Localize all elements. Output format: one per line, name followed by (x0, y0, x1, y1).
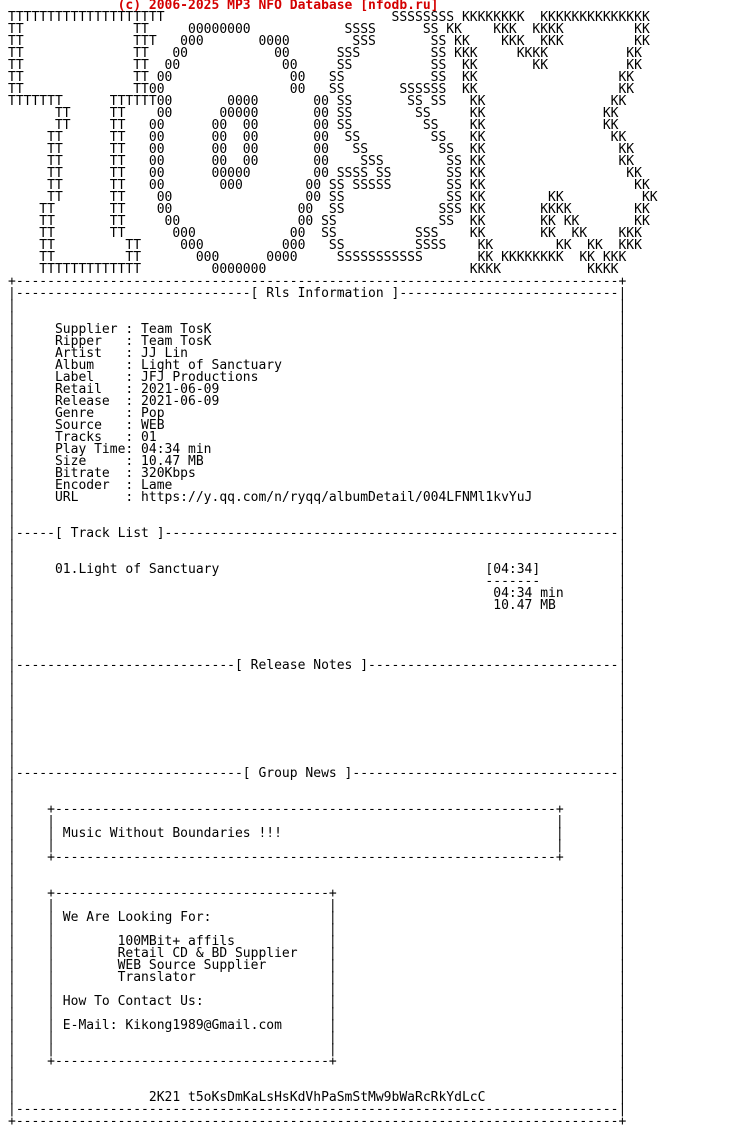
nfo-line: | | (8, 742, 627, 757)
nfo-line: | | (8, 310, 627, 325)
nfo-line: | +----------------------------------------------------------------+ | (8, 802, 627, 817)
nfo-line: | | (8, 298, 627, 313)
nfo-line: |------------------------------[ Rls Information ]----------------------------| (8, 286, 627, 301)
nfo-line: |-----[ Track List ]----------------------------------------------------------| (8, 526, 627, 541)
nfo-line: | +----------------------------------------------------------------+ | (8, 850, 627, 865)
nfo-line: | | (8, 502, 627, 517)
nfo-line: | | WEB Source Supplier | | (8, 958, 627, 973)
nfo-line: | | (8, 718, 627, 733)
nfo-line: | URL : https://y.qq.com/n/ryqq/albumDetail/004LFNMl1kvYuJ | (8, 490, 627, 505)
nfo-line: | Ripper : Team TosK | (8, 334, 627, 349)
nfo-line: | +-----------------------------------+ | (8, 886, 627, 901)
nfo-line: | | Translator | | (8, 970, 627, 985)
nfo-line: | | (8, 1078, 627, 1093)
nfo-line: | | (8, 694, 627, 709)
nfo-line: | | (8, 778, 627, 793)
nfo-line: TT TT 00 00 SS SS KK KK (8, 70, 635, 85)
nfo-line: TT TT 00 00 00 00 SS SS KK KK (8, 142, 635, 157)
nfo-line: TTTTTTTTTTTTTTTTTTTT SSSSSSSS KKKKKKKK KKKKKKKKKKKKKK (8, 10, 650, 25)
nfo-line: | 04:34 min | (8, 586, 627, 601)
nfo-line: | Tracks : 01 | (8, 430, 627, 445)
nfo-line: | | (8, 790, 627, 805)
nfo-line: TT TTT 000 0000 SSS SS KK KKK KKK KK (8, 34, 650, 49)
nfo-line: | | | | (8, 982, 627, 997)
nfo-line: | | | | (8, 898, 627, 913)
nfo-line: TT TT 000 00 SS SSS KK KK KK KKK (8, 226, 642, 241)
nfo-line: | | (8, 646, 627, 661)
nfo-line: | Bitrate : 320Kbps | (8, 466, 627, 481)
nfo-line: TT TT 00 00 00 00 SSS SS KK KK (8, 154, 635, 169)
nfo-line: | | (8, 874, 627, 889)
nfo-line: TT TT 00 00 SS SSS KK KKKK KK (8, 202, 650, 217)
nfo-line: | | Music Without Boundaries !!! | | (8, 826, 627, 841)
nfo-line: | | | | (8, 922, 627, 937)
nfo-line: | | (8, 1066, 627, 1081)
nfo-line: | | (8, 670, 627, 685)
nfo-line: | Genre : Pop | (8, 406, 627, 421)
nfo-line: | Release : 2021-06-09 | (8, 394, 627, 409)
nfo-line: | | Retail CD & BD Supplier | | (8, 946, 627, 961)
nfo-line: | | | | (8, 1006, 627, 1021)
nfo-line: | | | | (8, 1030, 627, 1045)
nfo-line: | | (8, 682, 627, 697)
nfo-line: | Label : JFJ Productions | (8, 370, 627, 385)
nfo-line: +-----------------------------------------------------------------------------+ (8, 274, 627, 289)
nfo-line: TT TT 000 000 SS SSSS KK KK KK KKK (8, 238, 642, 253)
nfo-line: | ------- | (8, 574, 627, 589)
nfo-line: | Supplier : Team TosK | (8, 322, 627, 337)
nfo-line: | | (8, 634, 627, 649)
nfo-line: | Album : Light of Sanctuary | (8, 358, 627, 373)
nfo-line: TT TT 00 00000 00 SS SS KK KK (8, 106, 619, 121)
nfo-line: | Source : WEB | (8, 418, 627, 433)
nfo-line: TT TT00 00 SS SSSSSS KK KK (8, 82, 635, 97)
nfo-line: | Size : 10.47 MB | (8, 454, 627, 469)
nfodb-header: (c) 2006-2025 MP3 NFO Database [nfodb.ru] (8, 0, 439, 13)
nfo-line: TTTTTTT TTTTTT00 0000 00 SS SS SS KK KK (8, 94, 627, 109)
nfo-line: +-----------------------------------------------------------------------------+ (8, 1114, 627, 1129)
nfo-line: | | | | (8, 1042, 627, 1057)
nfo-line: |----------------------------[ Release Notes ]--------------------------------| (8, 658, 627, 673)
nfo-document (8, 0, 658, 1128)
nfo-line: | Encoder : Lame | (8, 478, 627, 493)
nfo-line: | | How To Contact Us: | | (8, 994, 627, 1009)
nfo-line: TT TT 00 00 SS SS KK KK KK (8, 58, 642, 73)
nfo-line: | | (8, 730, 627, 745)
nfo-line: | | (8, 550, 627, 565)
nfo-line: | | We Are Looking For: | | (8, 910, 627, 925)
nfo-line: |-----------------------------------------------------------------------------| (8, 1102, 627, 1117)
nfo-line: | | 100MBit+ affils | | (8, 934, 627, 949)
nfo-line: TT TT 00 00 00 00 SS SS KK KK (8, 130, 627, 145)
nfo-line: | 2K21 t5oKsDmKaLsHsKdVhPaSmStMw9bWaRcRkYdLcC | (8, 1090, 627, 1105)
nfo-line: | | (8, 538, 627, 553)
nfo-line: | | (8, 706, 627, 721)
nfo-line: TT TT 00 00 SS SS KK KK KK (8, 190, 658, 205)
nfo-line: | | | | (8, 814, 627, 829)
nfo-line: | +-----------------------------------+ | (8, 1054, 627, 1069)
nfo-line: |-----------------------------[ Group News ]----------------------------------| (8, 766, 627, 781)
nfo-line: | 01.Light of Sanctuary [04:34] | (8, 562, 627, 577)
nfo-line: TT TT 00 00 SS SS KK KK KK KK (8, 214, 650, 229)
nfo-line: TTTTTTTTTTTTT 0000000 KKKK KKKK (8, 262, 619, 277)
nfo-line: TT TT 000 0000 SSSSSSSSSSS KK KKKKKKKK KK KKK (8, 250, 627, 265)
nfo-line: TT TT 00 000 00 SS SSSSS SS KK KK (8, 178, 650, 193)
nfo-line: | Play Time: 04:34 min | (8, 442, 627, 457)
nfo-line: | | (8, 514, 627, 529)
nfo-body (8, 12, 658, 1128)
nfo-line: TT TT 00 00 SSS SS KKK KKKK KK (8, 46, 642, 61)
nfo-line: | 10.47 MB | (8, 598, 627, 613)
nfo-line: | | E-Mail: Kikong1989@Gmail.com | | (8, 1018, 627, 1033)
nfo-line: | | (8, 862, 627, 877)
nfo-line: | | (8, 610, 627, 625)
nfo-line: | | (8, 754, 627, 769)
nfo-line: | | (8, 622, 627, 637)
nfo-line: | | | | (8, 838, 627, 853)
nfo-line: | Artist : JJ Lin | (8, 346, 627, 361)
nfo-line: | Retail : 2021-06-09 | (8, 382, 627, 397)
nfo-line: TT TT 00 00 00 00 SS SS KK KK (8, 118, 619, 133)
nfo-line: TT TT 00 00000 00 SSSS SS SS KK KK (8, 166, 642, 181)
nfo-line: TT TT 00000000 SSSS SS KK KKK KKKK KK (8, 22, 650, 37)
